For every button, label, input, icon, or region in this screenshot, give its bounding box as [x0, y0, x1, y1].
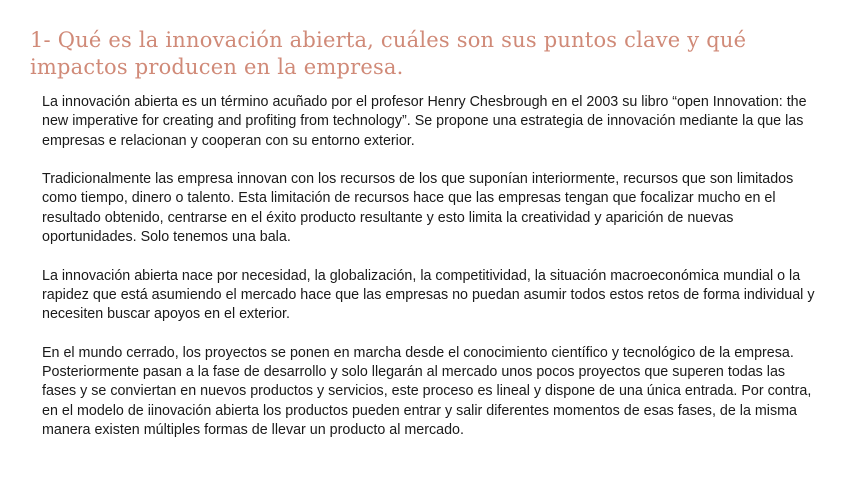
- paragraph-traditional-innovation: Tradicionalmente las empresa innovan con los recursos de los que suponían interiormente, recursos que son limitados como tiempo, dinero o talento. Esta limitación de recursos hace que las empresas tengan que focalizar mucho en el resultado obtenido, centrarse en el éxito producto resultante y esto limita la creatividad y aparición de nuevas oportunidades. Solo tenemos una bala.: [42, 171, 794, 246]
- paragraph-closed-vs-open-model: En el mundo cerrado, los proyectos se ponen en marcha desde el conocimiento científico y tecnológico de la empresa. Posteriormente pasan a la fase de desarrollo y solo llegarán al mercado unos pocos proyectos que superen todas las fases y se conviertan en nuevos productos y servicios, este proceso es lineal y dispone de una única entrada. Por contra, en el modelo de iinovación abierta los productos pueden entrar y salir diferentes momentos de esas fases, de la misma manera existen múltiples formas de llevar un producto al mercado.: [42, 344, 812, 439]
- slide-title: 1- Qué es la innovación abierta, cuáles son sus puntos clave y qué impactos producen en la empresa.: [30, 28, 747, 79]
- paragraph-open-innovation-need: La innovación abierta nace por necesidad, la globalización, la competitividad, la situación macroeconómica mundial o la rapidez que está asumiendo el mercado hace que las empresas no puedan asumir todos estos retos de forma individual y necesiten buscar apoyos en el exterior.: [42, 267, 815, 323]
- slide-body: [42, 93, 822, 440]
- paragraph-definition: La innovación abierta es un término acuñado por el profesor Henry Chesbrough en el 2003 su libro “open Innovation: the new imperative for creating and profiting from technology”. Se propone una estrategia de innovación mediante la que las empresas e relacionan y cooperan con su entorno exterior.: [42, 94, 807, 149]
